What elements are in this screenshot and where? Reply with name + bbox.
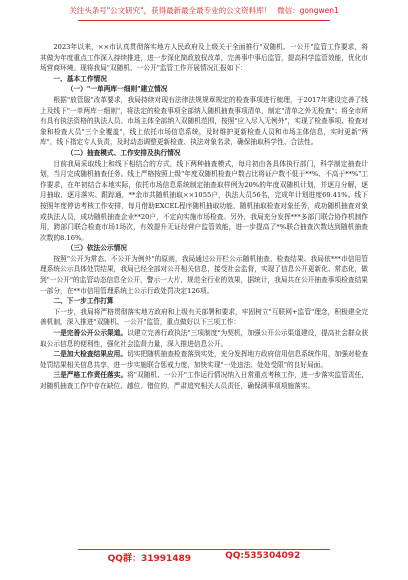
footer-divider bbox=[78, 549, 330, 550]
section-1-heading: 一、基本工作情况 bbox=[53, 74, 107, 83]
section-1-1-paragraph: 根据"放管服"改革要求，我局持续对现有法律法规规章规定的检查事项进行梳理，于2017年建设完善了线上及线下"一单两库一细则"，将法定的检查事项全部纳入随机抽查事项清单，制定"清单之外无检查"；将全市所有具有执法资格的执法人员、市场主体全部纳入双随机范围，按照"应入尽入无例外"，实现了检查事项、检查对象和检查人员"三个全覆盖"，线上依托市场信息系统，及时维护更新检查人员和市场主体信息，实时更新"两库"，线下指定专人负责，及时动态调整更新检查、执法对象名录，确保抽取科学性、合法性。 bbox=[40, 95, 368, 147]
section-1-2-heading: （二）抽查模式、工作安排及执行情况 bbox=[66, 148, 181, 157]
section-2-item-3-lead: 三是严格工作责任落实。 bbox=[53, 371, 128, 380]
section-2-item-2-lead: 二是加大检查结果应用。 bbox=[53, 350, 128, 359]
section-1-3-heading: （三）依法公示情况 bbox=[66, 244, 127, 253]
footer bbox=[0, 551, 408, 564]
section-1-2-paragraph: 目前我局采取线上和线下相结合的方式，线下两种抽查模式，每月初由各具体执行部门，科学制定抽查计划，当月完成随机抽查任务。线上严格按照上级"年度双随机检查户数占比将证户数不低于**%、不高于**%"工作要求，在年初结合本地实际，依托市场信息系统制定抽查取样例为20%的年度双随机计划，并逐月分解，逐月抽取、逐月落实、跟踪通，**余市共随机抽取××1055户，执法人员56名，完成年计划进度69.41%。线下按照年度停访考核工作安排，每月借助EXCEL程序随机抽取功能，随机抽取检查对象任务，成功随机抽查对象或执法人员，成功随机抽查企业**20户，不定向实施市场检查。另外，我局充分发挥***多部门联合协作机制作用，跨部门联合检查市场1场次，有效提升无证经营户监管效能，进一步提高了*%联合抽查次数达到随机抽查次数的8.16%。 bbox=[40, 159, 368, 242]
banner-wechat: 微信：gongwen1 bbox=[277, 5, 339, 15]
section-1-1-heading: （一）"一单两库一细则"建立情况 bbox=[66, 85, 168, 94]
footer-qq-group: QQ群：31991489 bbox=[107, 554, 192, 564]
section-2-heading: 二、下一步工作打算 bbox=[53, 297, 114, 306]
section-2-item-3-text: 将"双随机、一公开"工作运行情况纳入日常重点考核工作，进一步落实监管责任，对随机抽查工作中存在缺位、越位、错位的，严肃追究相关人员责任，确保满事项项施落实。 bbox=[40, 371, 369, 390]
top-banner bbox=[0, 0, 408, 20]
section-2-item-1-lead: 一是完善公开公示渠道。 bbox=[53, 329, 128, 338]
section-2-item-2-text: 切实把随机抽查检查落到实处，充分发挥地方政府信用信息系统作用，加强对检查处罚结果相关信息共享，进一步实施联合惩戒力度，加快实现"一处违法、处处受限"的良好局面。 bbox=[40, 350, 369, 369]
top-divider bbox=[78, 20, 330, 21]
section-2-item-2 bbox=[40, 349, 368, 370]
section-2-item-1 bbox=[40, 328, 368, 349]
section-1-3-paragraph: 按照"公开为常态、不公开为例外"的原则，我局通过公开栏公示随机抽查、检查结果、我局依***市信用管理系统公示具体处罚结果，我局已经全部对公开相关信息，接受社会监督，实现了信息公开更新化、常态化，做到"一公开"的监管动态信息全公开，警示一大片、规范全行业的效果，据统计，我局共在公开抽查事项检查结果一部分，在**市信用管理系统上公示行政处罚决定126项。 bbox=[40, 254, 368, 295]
section-2-item-1-text: 以建立完善行政执法"三项制度"为契机，加强公开公示渠道建设，提高社会群众获取公示信息的便利性，强化社会监督力量，深入推进信息公开。 bbox=[40, 329, 369, 348]
section-2-paragraph: 下一步，我局将严格贯彻落实地方政府和上级有关部署和要求，牢固树立"互联网+监管"理念，积极建全完善机制，深入推进"双随机、一公开"监管，重点做好以下三项工作： bbox=[40, 307, 368, 327]
banner-text: 关注头条号"公文研究"，获得最新最全最专业的公文资料库！ bbox=[69, 5, 272, 15]
section-2-item-3 bbox=[40, 370, 368, 391]
intro-paragraph: 2023年以来，××市认真贯彻落实地方人民政府及上级关于全面推行"双随机、一公开"监管工作要求，将其做为年度重点工作深入持续推进，进一步深化简政放权改革，完善事中事后监管，提高科学监管效能，优化市场营商环境。现将我局"双随机、一公开"监管工作开展情况汇报如下： bbox=[40, 43, 368, 73]
document-body bbox=[40, 42, 368, 392]
footer-qq: QQ:535304092 bbox=[225, 551, 301, 561]
